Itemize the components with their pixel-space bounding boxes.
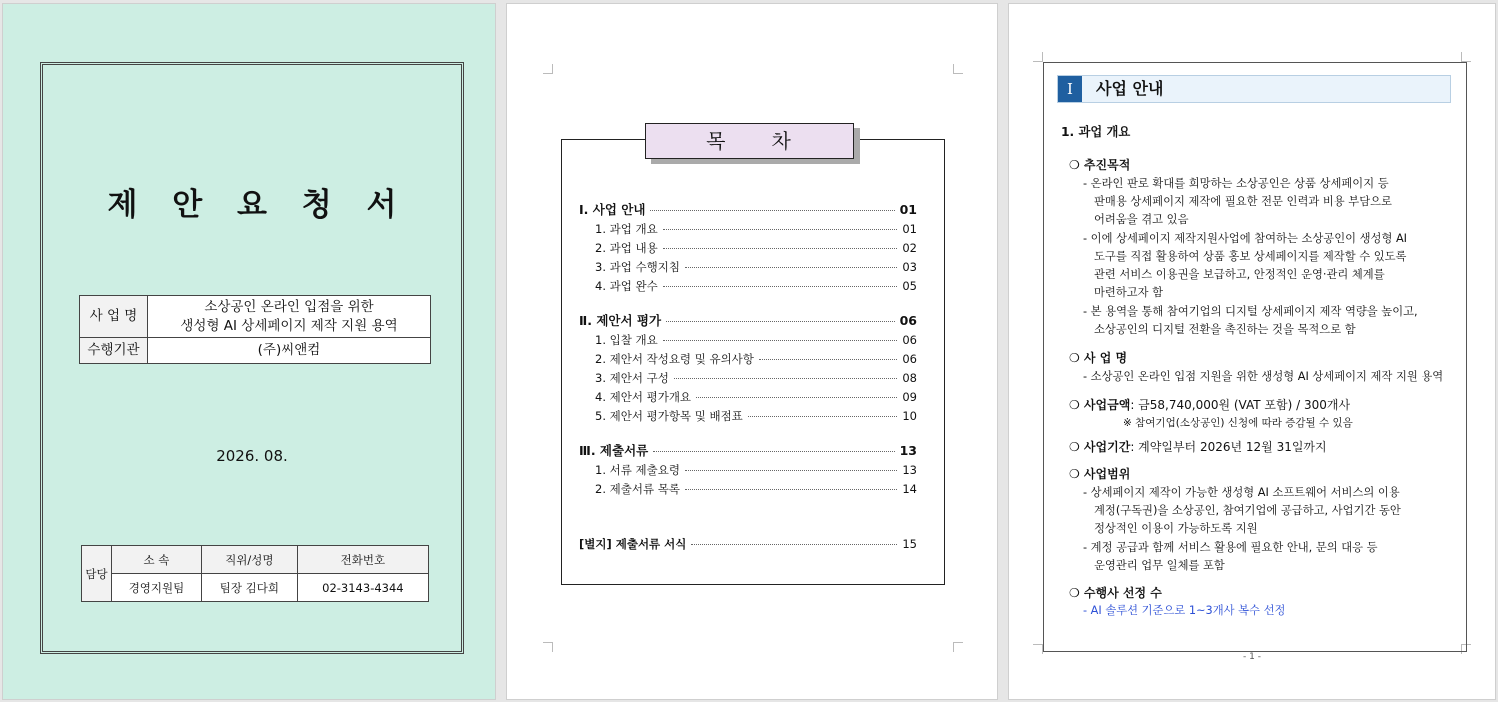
- toc-entry-page: 01: [902, 222, 917, 236]
- toc-entry[interactable]: [595, 278, 917, 294]
- toc-entry[interactable]: [595, 481, 917, 497]
- staff-contact-table: [81, 545, 429, 602]
- page-number: - 1 -: [1243, 652, 1261, 662]
- business-name-heading: [1069, 349, 1127, 368]
- toc-entry[interactable]: [595, 221, 917, 237]
- toc-entry-page: 09: [902, 390, 917, 404]
- toc-entry[interactable]: [579, 311, 917, 329]
- toc-entry-page: 06: [902, 333, 917, 347]
- toc-entry-text: [별지] 제출서류 서식: [579, 537, 687, 551]
- toc-entry-page: 06: [899, 313, 917, 328]
- budget-note: ※ 참여기업(소상공인) 신청에 따라 증감될 수 있음: [1123, 417, 1353, 429]
- toc-entry-page: 13: [902, 463, 917, 477]
- scope-line: 정상적인 이용이 가능하도록 지원: [1094, 522, 1258, 535]
- purpose-line: - 이에 상세페이지 제작지원사업에 참여하는 소상공인이 생성형 AI: [1083, 232, 1408, 245]
- toc-entry[interactable]: [595, 351, 917, 367]
- toc-entry[interactable]: [595, 370, 917, 386]
- cover-date: 2026. 08.: [216, 447, 288, 465]
- section-title: 1. 과업 개요: [1061, 125, 1131, 139]
- period-label: ❍ 사업기간: [1069, 440, 1131, 454]
- purpose-line: 마련하고자 함: [1094, 286, 1164, 299]
- toc-entry-text: 1. 서류 제출요령: [595, 463, 680, 477]
- toc-entry-page: 02: [902, 241, 917, 255]
- toc-entry-page: 08: [902, 371, 917, 385]
- scope-line: - 계정 공급과 함께 서비스 활용에 필요한 안내, 문의 대응 등: [1083, 541, 1378, 554]
- toc-entry-text: Ⅱ. 제안서 평가: [579, 313, 662, 328]
- crop-mark: [953, 642, 963, 652]
- toc-entry-text: 4. 과업 완수: [595, 279, 658, 293]
- purpose-line: - 온라인 판로 확대를 희망하는 소상공인은 상품 상세페이지 등: [1083, 177, 1389, 190]
- toc-entry-text: 2. 과업 내용: [595, 241, 658, 255]
- crop-mark: [543, 64, 553, 74]
- staff-col-position: 직위/성명: [201, 546, 297, 574]
- toc-entry[interactable]: [595, 332, 917, 348]
- business-name-line: - 소상공인 온라인 입점 지원을 위한 생성형 AI 상세페이지 제작 지원 용역: [1083, 370, 1444, 383]
- chapter-heading: [1057, 75, 1451, 103]
- period-heading: [1069, 438, 1327, 457]
- business-name-label: 사 업 명: [80, 296, 148, 338]
- purpose-line: 도구를 직접 활용하여 상품 홍보 상세페이지를 제작할 수 있도록: [1094, 250, 1407, 263]
- vendor-count-heading: [1069, 584, 1162, 603]
- purpose-line: 판매용 상세페이지 제작에 필요한 전문 인력과 비용 부담으로: [1094, 195, 1392, 208]
- toc-entry-text: 2. 제출서류 목록: [595, 482, 680, 496]
- crop-mark: [543, 642, 553, 652]
- toc-entry[interactable]: [595, 462, 917, 478]
- staff-dept: 경영지원팀: [112, 574, 202, 602]
- toc-entry-page: 10: [902, 409, 917, 423]
- toc-entry-text: 4. 제안서 평가개요: [595, 390, 692, 404]
- scope-line: 계정(구독권)을 소상공인, 참여기업에 공급하고, 사업기간 동안: [1094, 504, 1401, 517]
- toc-entry-text: 1. 과업 개요: [595, 222, 658, 236]
- toc-entry-text: 1. 입찰 개요: [595, 333, 658, 347]
- toc-entry[interactable]: [595, 389, 917, 405]
- cover-border-frame: [40, 62, 464, 654]
- business-name-value: [148, 296, 431, 338]
- business-name-line-1: 소상공인 온라인 입점을 위한: [204, 298, 374, 315]
- crop-mark: [1033, 52, 1043, 62]
- toc-entry-page: 01: [899, 202, 917, 217]
- toc-entry[interactable]: [595, 408, 917, 424]
- cover-page: [2, 3, 496, 700]
- document-title: 제 안 요 청 서: [107, 187, 409, 223]
- toc-entry-page: 14: [902, 482, 917, 496]
- purpose-label: ❍ 추진목적: [1069, 158, 1131, 172]
- crop-mark: [1461, 52, 1471, 62]
- toc-entry-page: 15: [902, 537, 917, 551]
- scope-heading: [1069, 465, 1130, 484]
- purpose-line: - 본 용역을 통해 참여기업의 디지털 상세페이지 제작 역량을 높이고,: [1083, 305, 1418, 318]
- toc-entry[interactable]: [595, 259, 917, 275]
- business-name-line-2: 생성형 AI 상세페이지 제작 지원 용역: [180, 317, 398, 334]
- purpose-line: 소상공인의 디지털 전환을 촉진하는 것을 목적으로 함: [1094, 323, 1356, 336]
- toc-entry-text: 3. 제안서 구성: [595, 371, 669, 385]
- staff-col-phone: 전화번호: [297, 546, 428, 574]
- toc-entry-text: Ⅲ. 제출서류: [579, 443, 649, 458]
- purpose-line: 관련 서비스 이용권을 보급하고, 안정적인 운영·관리 체계를: [1094, 268, 1385, 281]
- agency-value: (주)씨앤컴: [148, 338, 431, 364]
- toc-entry-page: 03: [902, 260, 917, 274]
- budget-heading: [1069, 396, 1350, 415]
- toc-entry[interactable]: [579, 536, 917, 552]
- project-info-table: [79, 295, 431, 364]
- staff-col-dept: 소 속: [112, 546, 202, 574]
- toc-entry-page: 06: [902, 352, 917, 366]
- scope-line: - 상세페이지 제작이 가능한 생성형 AI 소프트웨어 서비스의 이용: [1083, 486, 1400, 499]
- chapter-title: 사업 안내: [1096, 79, 1164, 98]
- scope-line: 운영관리 업무 일체를 포함: [1094, 559, 1225, 572]
- toc-title-left: 목: [706, 129, 728, 153]
- purpose-line: 어려움을 겪고 있음: [1094, 213, 1189, 226]
- toc-page: [506, 3, 998, 700]
- toc-entry-text: 3. 과업 수행지침: [595, 260, 680, 274]
- agency-label: 수행기관: [80, 338, 148, 364]
- business-name-label: ❍ 사 업 명: [1069, 351, 1128, 365]
- staff-phone: 02-3143-4344: [297, 574, 428, 602]
- crop-mark: [953, 64, 963, 74]
- toc-entry-text: 5. 제안서 평가항목 및 배점표: [595, 409, 743, 423]
- toc-entry-page: 05: [902, 279, 917, 293]
- budget-label: ❍ 사업금액: [1069, 398, 1131, 412]
- toc-title-right: 차: [771, 129, 793, 153]
- toc-entry-text: Ⅰ. 사업 안내: [579, 202, 646, 217]
- purpose-heading: [1069, 156, 1130, 175]
- toc-entry[interactable]: [579, 441, 917, 459]
- toc-entry[interactable]: [579, 200, 917, 218]
- vendor-count-label: ❍ 수행사 선정 수: [1069, 586, 1162, 600]
- toc-entry-text: 2. 제안서 작성요령 및 유의사항: [595, 352, 754, 366]
- body-page: [1008, 3, 1496, 700]
- toc-entry[interactable]: [595, 240, 917, 256]
- scope-label: ❍ 사업범위: [1069, 467, 1131, 481]
- staff-row-label: 담당: [82, 546, 112, 602]
- period-value: : 계약일부터 2026년 12월 31일까지: [1130, 440, 1327, 454]
- vendor-count-line: - AI 솔루션 기준으로 1~3개사 복수 선정: [1083, 604, 1286, 617]
- budget-value: : 금58,740,000원 (VAT 포함) / 300개사: [1130, 398, 1351, 412]
- chapter-number-badge: Ⅰ: [1058, 76, 1082, 102]
- staff-position: 팀장 김다희: [201, 574, 297, 602]
- toc-entry-page: 13: [899, 443, 917, 458]
- toc-title: [645, 123, 854, 159]
